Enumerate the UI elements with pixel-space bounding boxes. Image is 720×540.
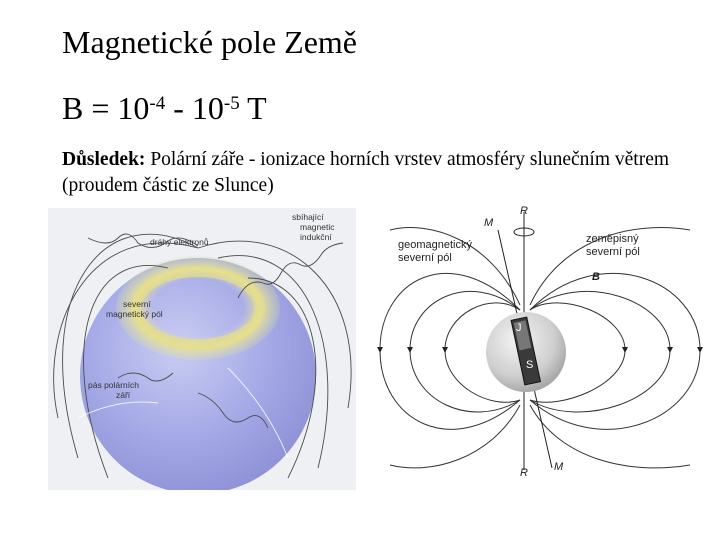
field-strength-formula <box>62 88 267 128</box>
formula-unit: T <box>239 90 267 126</box>
pole-label-S: S <box>526 359 534 371</box>
consequence-text: Polární záře - ionizace horních vrstev atmosféry slunečním větrem (proudem částic ze Slunce) <box>62 149 670 196</box>
label-aurora-belt-1: pás polárních <box>88 380 140 390</box>
consequence-label: Důsledek: <box>62 149 146 170</box>
dipole-field-illustration <box>370 200 710 478</box>
slide-title: Magnetické pole Země <box>62 24 357 60</box>
label-geomagnetic-1: geomagnetický <box>398 239 472 251</box>
label-B: B <box>592 271 600 283</box>
label-R-bottom: R <box>520 467 528 478</box>
label-induction: indukční <box>300 232 332 242</box>
aurora-earth-illustration <box>48 208 356 490</box>
pole-label-J: J <box>516 322 522 334</box>
label-magnetic: magnetic <box>300 222 335 232</box>
label-descending: sbíhající <box>292 212 324 222</box>
formula-exponent-1: -4 <box>149 93 166 114</box>
label-geographic-1: zeměpisný <box>586 233 639 245</box>
formula-exponent-2: -5 <box>223 93 240 114</box>
label-electron-paths: dráhy elektronů <box>150 237 209 247</box>
label-M-bottom: M <box>554 461 564 473</box>
label-geomagnetic-2: severní pól <box>398 252 452 264</box>
consequence-paragraph <box>62 147 702 199</box>
label-north-magnetic-1: severní <box>123 299 151 309</box>
label-M-top: M <box>484 217 494 229</box>
label-north-magnetic-2: magnetický pól <box>106 309 163 319</box>
formula-base-2: - 10 <box>165 90 224 126</box>
label-aurora-belt-2: září <box>116 390 131 400</box>
formula-base-1: B = 10 <box>62 90 150 126</box>
label-R-top: R <box>520 205 528 217</box>
label-geographic-2: severní pól <box>586 246 640 258</box>
